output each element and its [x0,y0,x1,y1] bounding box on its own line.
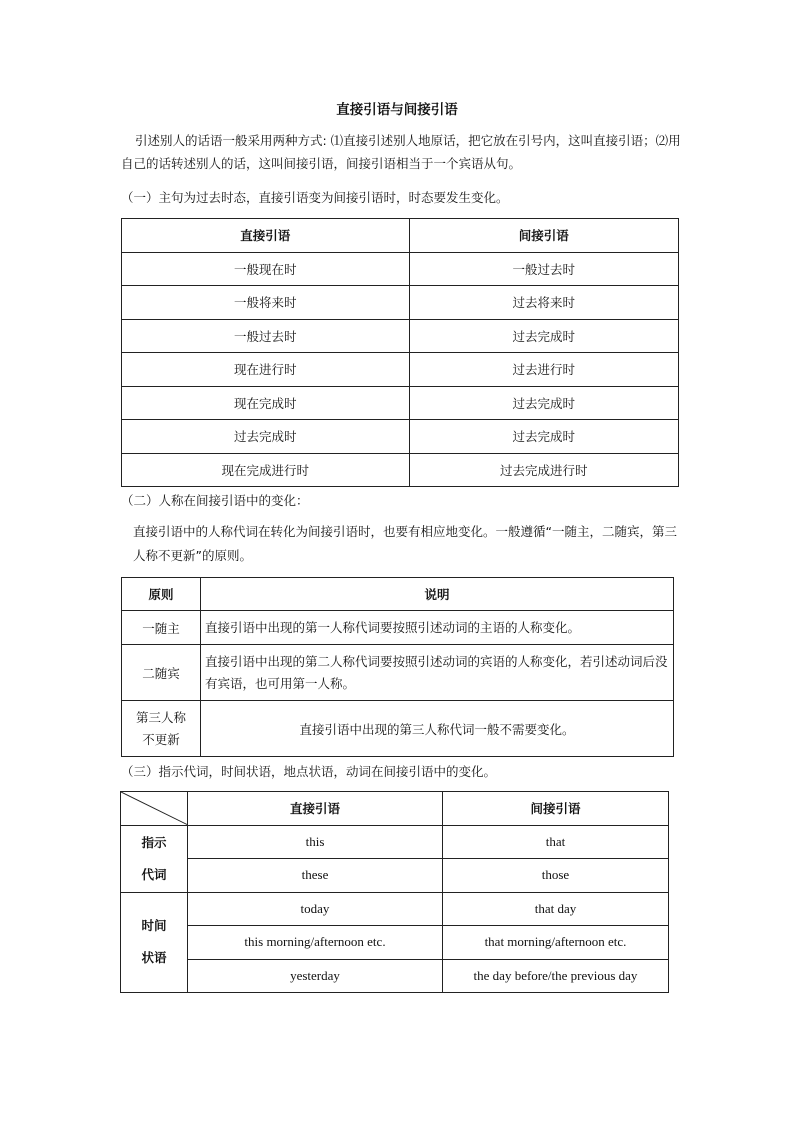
section2-paragraph: 直接引语中的人称代词在转化为间接引语时，也要有相应地变化。一般遵循“一随主，二随宾，第三人称不更新”的原则。 [133,524,677,563]
table-header-row [122,219,679,253]
section2-heading: （二）人称在间接引语中的变化： [121,493,309,508]
table-cell: those [443,859,669,893]
table-cell: the day before/the previous day [443,959,669,993]
table-header-row [121,792,669,826]
table-row [122,701,674,757]
table-cell: 现在完成时 [122,386,410,420]
table-row [121,825,669,859]
table-cell: this morning/afternoon etc. [188,926,443,960]
category-label-line: 状语 [141,950,167,966]
category-cell [121,825,188,892]
table-cell: 现在进行时 [122,353,410,387]
table-cell: 一般过去时 [409,252,679,286]
table-row [122,420,679,454]
table-row [121,926,669,960]
table-header-row [122,578,674,611]
category-label-line: 时间 [141,918,167,934]
table-row [121,959,669,993]
table-cell: 过去进行时 [409,353,679,387]
tense-table [121,218,679,487]
table-cell: today [188,892,443,926]
table-row [122,453,679,487]
table-cell: 过去完成时 [122,420,410,454]
table-row [121,892,669,926]
table-row [122,319,679,353]
category-label-line: 代词 [141,866,167,882]
table-cell: 现在完成进行时 [122,453,410,487]
diagonal-corner-cell [121,792,188,826]
table-cell: 直接引语中出现的第三人称代词一般不需要变化。 [201,701,674,757]
table-cell: these [188,859,443,893]
table-row [122,353,679,387]
table-cell: 直接引语中出现的第一人称代词要按照引述动词的主语的人称变化。 [201,611,674,645]
table-cell: that morning/afternoon etc. [443,926,669,960]
diagonal-line [121,792,187,825]
table-cell: 第三人称不更新 [122,701,201,757]
table-cell: 过去完成时 [409,420,679,454]
section3-heading: （三）指示代词，时间状语，地点状语，动词在间接引语中的变化。 [121,764,497,779]
table-cell: 一随主 [122,611,201,645]
column-header: 说明 [201,578,674,611]
table-cell: this [188,825,443,859]
table-row [121,859,669,893]
table-cell: 一般现在时 [122,252,410,286]
table-cell: 过去完成时 [409,319,679,353]
table-cell: 一般将来时 [122,286,410,320]
page-title: 直接引语与间接引语 [336,102,458,118]
intro-paragraph: 引述别人的话语一般采用两种方式: ⑴直接引述别人地原话，把它放在引号内，这叫直接引语；⑵用自己的话转述别人的话，这叫间接引语，间接引语相当于一个宾语从句。 [121,133,681,171]
table-cell: 过去完成时 [409,386,679,420]
column-header: 原则 [122,578,201,611]
table-cell: 一般过去时 [122,319,410,353]
table-row [122,645,674,701]
table-cell: that day [443,892,669,926]
category-label-line: 指示 [141,834,167,850]
table-cell: 二随宾 [122,645,201,701]
table-cell: 过去将来时 [409,286,679,320]
person-table [121,577,674,757]
column-header: 直接引语 [188,792,443,826]
category-cell [121,892,188,993]
adverbial-table [120,791,669,993]
column-header: 间接引语 [409,219,679,253]
table-row [122,252,679,286]
table-cell: yesterday [188,959,443,993]
column-header: 直接引语 [122,219,410,253]
table-cell: that [443,825,669,859]
table-cell: 直接引语中出现的第二人称代词要按照引述动词的宾语的人称变化，若引述动词后没有宾语，也可用第一人称。 [201,645,674,701]
column-header: 间接引语 [443,792,669,826]
table-row [122,386,679,420]
section1-heading: （一）主句为过去时态，直接引语变为间接引语时，时态要发生变化。 [121,190,509,205]
table-cell: 过去完成进行时 [409,453,679,487]
table-row [122,286,679,320]
table-row [122,611,674,645]
